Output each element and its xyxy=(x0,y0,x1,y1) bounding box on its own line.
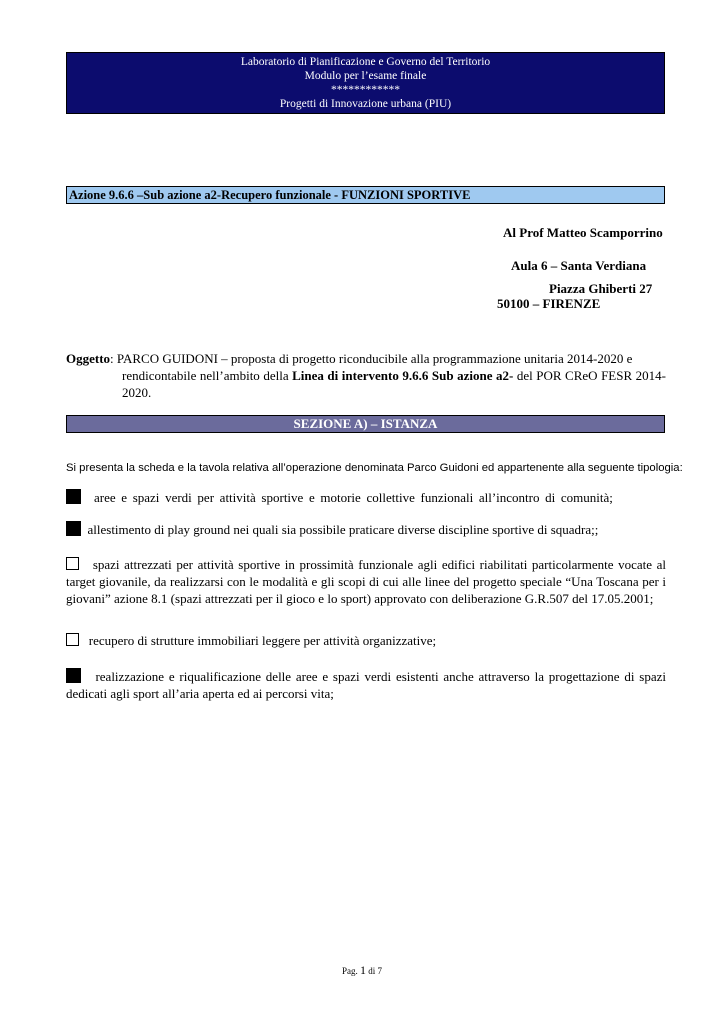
option-text: recupero di strutture immobiliari leggere per attività organizzative; xyxy=(88,633,437,648)
option-item xyxy=(66,521,666,538)
page-footer xyxy=(0,963,724,978)
header-line-piu: Progetti di Innovazione urbana (PIU) xyxy=(279,98,452,110)
footer-suffix: di 7 xyxy=(368,966,382,976)
subject-text-a: PARCO GUIDONI – proposta di progetto riconducibile alla programmazione unitaria 2014-2020 e xyxy=(116,351,633,366)
address-recipient: Al Prof Matteo Scamporrino xyxy=(503,225,663,240)
option-text: spazi attrezzati per attività sportive in prossimità funzionale agli edifici riabilitati particolarmente vocate al target giovanile, da realizzarsi con le modalità e gli scopi di cui alle linee del progetto speciale “Una Toscana per i giovani” azione 8.1 (spazi attrezzati per il gioco e lo sport) approvato con deliberazione G.R.507 del 17.05.2001; xyxy=(66,557,667,606)
option-checkbox[interactable] xyxy=(66,668,81,683)
header-banner xyxy=(66,52,665,114)
header-line-stars: ************ xyxy=(331,84,400,96)
address-room: Aula 6 – Santa Verdiana xyxy=(511,258,647,273)
subject-line-ref: Linea di intervento 9.6.6 Sub azione a2- xyxy=(292,368,514,383)
address-city: 50100 – FIRENZE xyxy=(497,296,601,311)
subject-label: Oggetto xyxy=(66,351,111,366)
option-text: aree e spazi verdi per attività sportive e motorie collettive funzionali all’incontro di comunità; xyxy=(94,490,613,505)
option-text: realizzazione e riqualificazione delle aree e spazi verdi esistenti anche attraverso la progettazione di spazi dedicati agli sport all’aria aperta ed ai percorsi vita; xyxy=(66,669,666,701)
option-item xyxy=(66,556,666,607)
header-line-module: Modulo per l’esame finale xyxy=(304,70,427,82)
option-checkbox[interactable] xyxy=(66,521,81,536)
option-item xyxy=(66,668,666,702)
option-checkbox[interactable] xyxy=(66,633,79,646)
address-street: Piazza Ghiberti 27 xyxy=(549,281,653,296)
subject-text-b: rendicontabile nell’ambito della xyxy=(122,368,289,383)
intro-text: Si presenta la scheda e la tavola relativa all’operazione denominata Parco Guidoni ed appartenente alla seguente tipologia: xyxy=(66,462,683,474)
action-title-bar: Azione 9.6.6 –Sub azione a2-Recupero funzionale - FUNZIONI SPORTIVE xyxy=(66,186,665,204)
option-text: allestimento di play ground nei quali sia possibile praticare diverse discipline sportive di squadra;; xyxy=(87,522,599,537)
option-item xyxy=(66,489,666,506)
section-a-bar: SEZIONE A) – ISTANZA xyxy=(66,415,665,433)
header-line-lab: Laboratorio di Pianificazione e Governo del Territorio xyxy=(240,56,491,68)
subject-block: Oggetto: PARCO GUIDONI – proposta di progetto riconducibile alla programmazione unitaria 2014-2020 e rendicontabile nell’ambito della Linea di intervento 9.6.6 Sub azione a2- del POR CReO FESR 2014-2020. xyxy=(66,351,666,400)
option-item xyxy=(66,632,666,649)
footer-prefix: Pag. xyxy=(341,966,358,976)
option-checkbox[interactable] xyxy=(66,557,79,570)
footer-page-number: 1 xyxy=(359,963,366,977)
subject-text-c: del POR CReO FESR 2014-2020. xyxy=(122,368,666,400)
option-checkbox[interactable] xyxy=(66,489,81,504)
